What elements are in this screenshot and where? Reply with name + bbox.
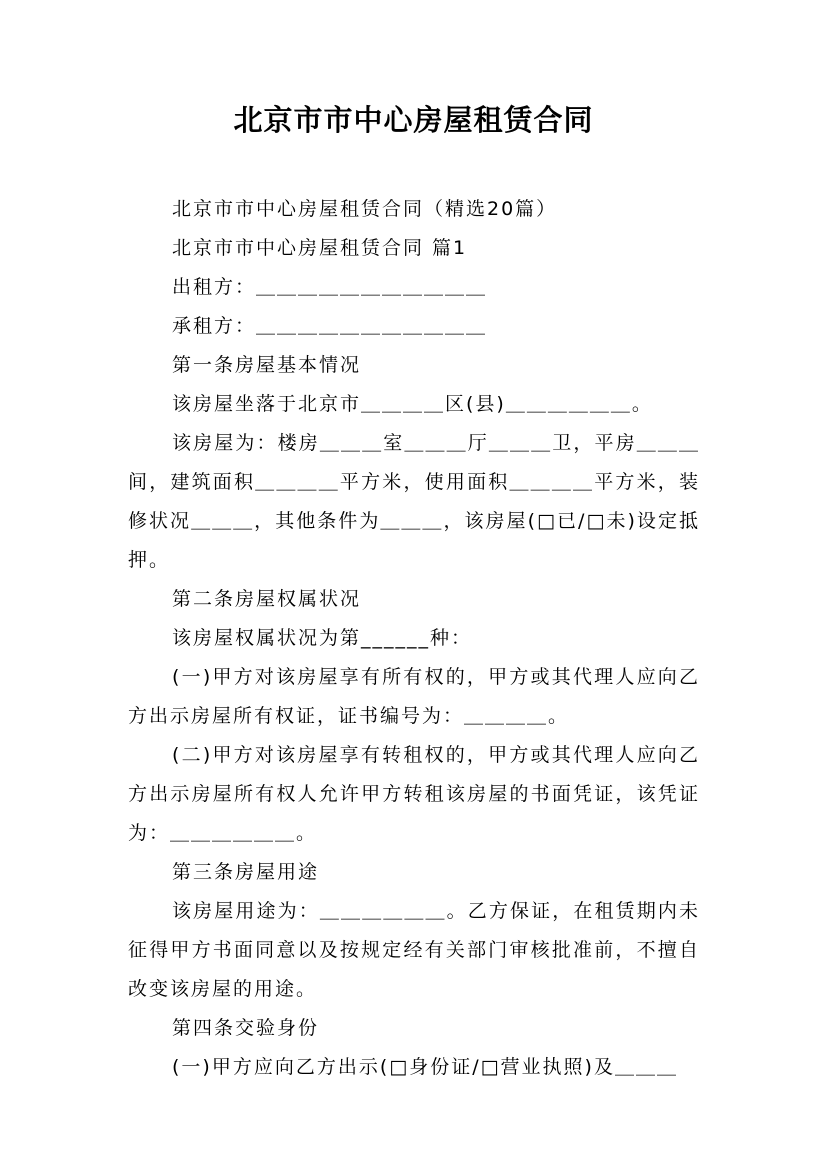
section-heading-4: 第四条交验身份	[172, 1017, 320, 1039]
section-heading-1: 第一条房屋基本情况	[172, 354, 362, 376]
paragraph-ownership-2: (二)甲方对该房屋享有转租权的，甲方或其代理人应向乙方出示房屋所有权人允许甲方转租该房屋的书面凭证，该凭证为：＿＿＿＿＿＿。	[128, 744, 700, 844]
paragraph-article-heading: 北京市市中心房屋租赁合同 篇1	[172, 237, 468, 259]
paragraph-location: 该房屋坐落于北京市＿＿＿＿区(县)＿＿＿＿＿＿。	[172, 393, 653, 415]
paragraph-lessor: 出租方：＿＿＿＿＿＿＿＿＿＿＿	[172, 276, 488, 298]
paragraph-house-details: 该房屋为：楼房＿＿＿室＿＿＿厅＿＿＿卫，平房＿＿＿间，建筑面积＿＿＿＿平方米，使用面积＿＿＿＿平方米，装修状况＿＿＿，其他条件为＿＿＿，该房屋(□已/□未)设定抵押。	[128, 432, 700, 571]
paragraph-ownership-type: 该房屋权属状况为第______种：	[172, 627, 473, 649]
paragraph-lessee: 承租方：＿＿＿＿＿＿＿＿＿＿＿	[172, 315, 488, 337]
paragraph-identity: (一)甲方应向乙方出示(□身份证/□营业执照)及＿＿＿	[172, 1056, 678, 1078]
document-body	[128, 190, 700, 1087]
document-title: 北京市市中心房屋租赁合同	[233, 103, 594, 137]
paragraph-collection-title: 北京市市中心房屋租赁合同（精选20篇）	[172, 198, 558, 220]
section-heading-2: 第二条房屋权属状况	[172, 588, 362, 610]
paragraph-usage: 该房屋用途为：＿＿＿＿＿＿。乙方保证，在租赁期内未征得甲方书面同意以及按规定经有关部门审核批准前，不擅自改变该房屋的用途。	[128, 900, 700, 1000]
section-heading-3: 第三条房屋用途	[172, 861, 320, 883]
paragraph-ownership-1: (一)甲方对该房屋享有所有权的，甲方或其代理人应向乙方出示房屋所有权证，证书编号为：＿＿＿＿。	[128, 666, 700, 727]
